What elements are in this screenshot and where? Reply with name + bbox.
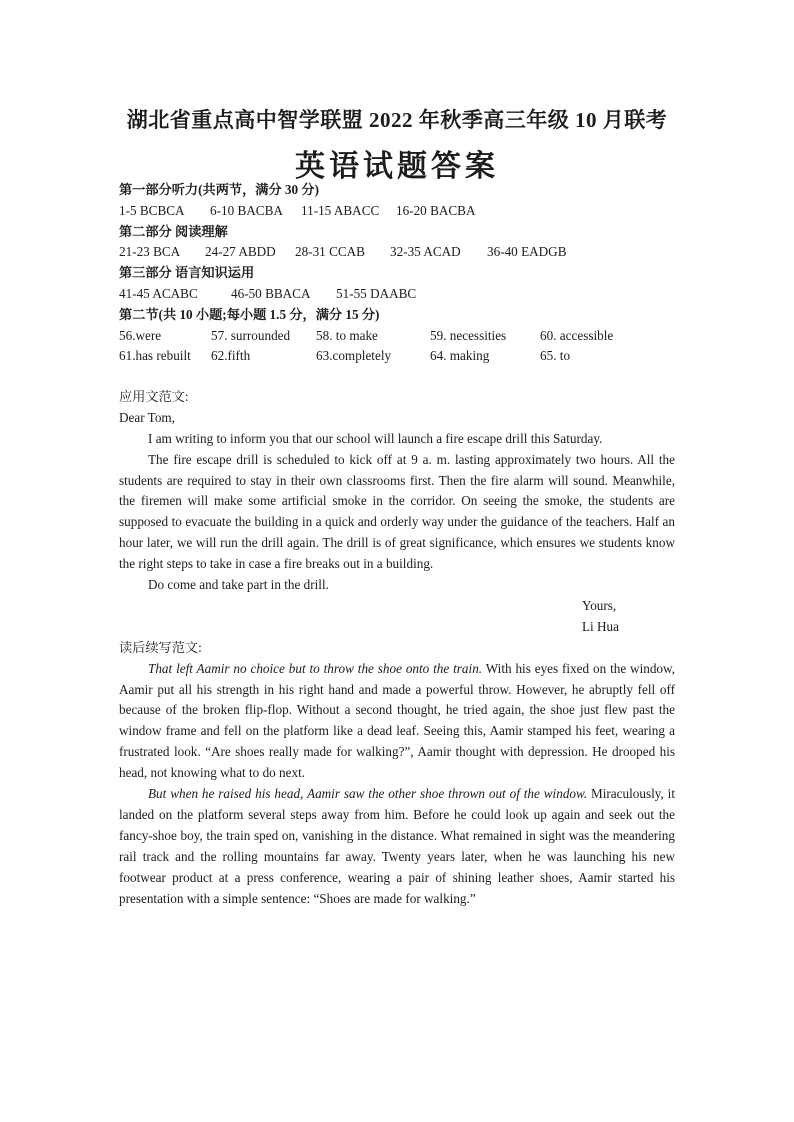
answer-group: 32-35 ACAD xyxy=(390,244,461,260)
answer-item: 64. making xyxy=(430,348,490,364)
continuation-heading: 读后续写范文: xyxy=(119,639,202,655)
answer-group: 36-40 EADGB xyxy=(487,244,567,260)
answer-item: 56.were xyxy=(119,327,162,343)
letter-signature: Li Hua xyxy=(582,618,619,634)
paragraph-body: Miraculously, it landed on the platform several steps away from him. Before he could look up again and seek out the fancy-shoe boy, the train sped on, vanishing in the distance. What remained in sight was the meandering rail track and the rolling mountains far away. Twenty years later, when he was launching his new footwear product at a press conference, wearing a pair of shining leather shoes, Aamir started his presentation with a simple sentence: “Shoes are made for walking.” xyxy=(119,786,676,906)
part1-heading: 第一部分听力(共两节，满分 30 分) xyxy=(119,182,320,197)
section2-row1 xyxy=(119,326,675,347)
answer-item: 63.completely xyxy=(316,348,392,364)
answer-group: 28-31 CCAB xyxy=(295,244,365,260)
answer-group: 24-27 ABDD xyxy=(205,244,276,260)
part2-heading: 第二部分 阅读理解 xyxy=(119,223,228,239)
answer-group: 41-45 ACABC xyxy=(119,285,198,301)
paragraph-lead-sentence: That left Aamir no choice but to throw the shoe onto the train. xyxy=(148,660,483,676)
answer-group: 16-20 BACBA xyxy=(396,202,476,218)
letter-closing: Yours, xyxy=(582,598,617,614)
answer-group: 11-15 ABACC xyxy=(301,202,380,218)
letter-paragraph: I am writing to inform you that our school will launch a fire escape drill this Saturday. xyxy=(148,430,603,446)
answer-group: 21-23 BCA xyxy=(119,244,181,260)
continuation-paragraph xyxy=(119,659,675,784)
paragraph-body: With his eyes fixed on the window, Aamir put all his strength in his right hand and made a powerful throw. However, he abruptly fell off because of the broken flip-flop. Without a second thought, he tried again, the shoe just flew past the window frame and fell on the platform like a dead leaf. Seeing this, Aamir stamped his feet, wearing a frustrated look. “Are shoes really made for walking?”, Aamir thought with depression. He drooped his head, not knowing what to do next. xyxy=(119,660,675,781)
part2-answers xyxy=(119,242,675,263)
answer-item: 57. surrounded xyxy=(211,327,291,343)
letter-paragraph: Do come and take part in the drill. xyxy=(148,577,329,593)
part1-answers xyxy=(119,201,675,222)
section2-row2 xyxy=(119,346,675,367)
answer-body xyxy=(119,180,675,910)
answer-group: 1-5 BCBCA xyxy=(119,202,185,218)
section2-heading: 第二节(共 10 小题;每小题 1.5 分，满分 15 分) xyxy=(119,306,380,322)
answer-item: 62.fifth xyxy=(211,348,251,364)
answer-key-title: 英语试题答案 xyxy=(295,150,499,183)
continuation-paragraph xyxy=(119,784,675,909)
part3-answers xyxy=(119,284,675,305)
letter-greeting: Dear Tom, xyxy=(119,409,175,425)
answer-group: 6-10 BACBA xyxy=(210,202,283,218)
answer-item: 61.has rebuilt xyxy=(119,348,191,364)
answer-group: 51-55 DAABC xyxy=(336,285,417,301)
letter-paragraph: The fire escape drill is scheduled to kick off at 9 a. m. lasting approximately two hours. All the students are required to stay in their own classrooms first. Then the fire alarm will sound. Meanwhile, the firemen will make some artificial smoke in the corridor. On seeing the smoke, the students are supposed to evacuate the building in a quick and orderly way under the guidance of the teachers. Half an hour later, we will run the drill again. The drill is of great significance, which ensures we students know the right steps to take in case a fire breaks out in a building. xyxy=(119,451,675,572)
answer-group: 46-50 BBACA xyxy=(231,285,311,301)
part3-heading: 第三部分 语言知识运用 xyxy=(119,265,255,281)
answer-item: 60. accessible xyxy=(540,327,614,343)
paragraph-lead-sentence: But when he raised his head, Aamir saw the other shoe thrown out of the window. xyxy=(148,786,588,802)
answer-item: 59. necessities xyxy=(430,327,507,343)
letter-heading: 应用文范文: xyxy=(119,389,189,405)
exam-title: 湖北省重点高中智学联盟 2022 年秋季高三年级 10 月联考 xyxy=(126,108,668,132)
answer-item: 65. to xyxy=(540,348,571,364)
answer-item: 58. to make xyxy=(316,327,378,343)
spacer xyxy=(119,367,675,387)
